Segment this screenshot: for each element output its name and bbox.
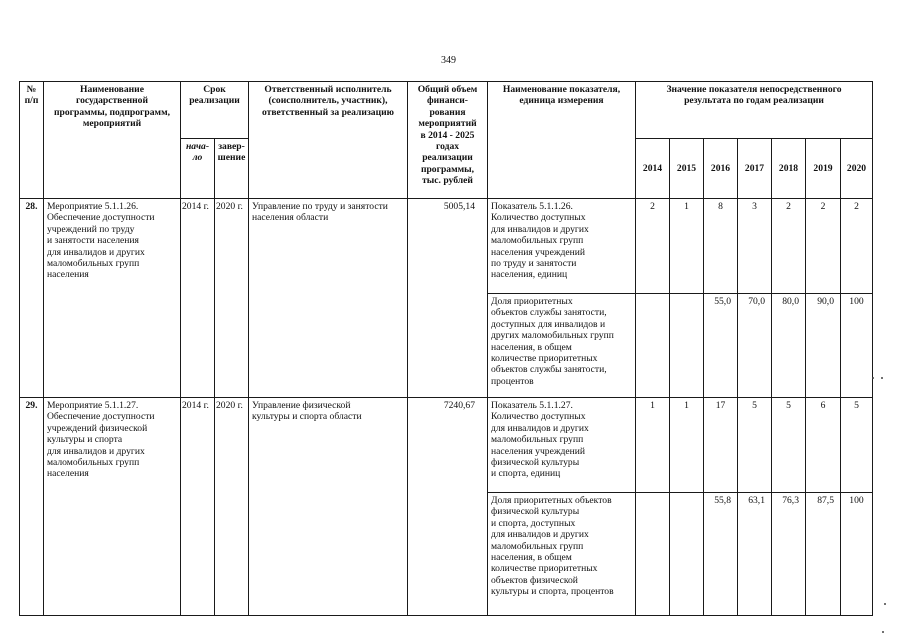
indicator-value: 17 xyxy=(704,398,738,493)
indicator-value: 1 xyxy=(636,398,670,493)
header-values: Значение показателя непосредственного результата по годам реализации xyxy=(636,82,873,139)
indicator-value: 5 xyxy=(772,398,806,493)
indicator-name: Показатель 5.1.1.26. Количество доступных для инвалидов и других маломобильных групп населения учреждений по труду и занятости населения, единиц xyxy=(488,199,636,294)
indicator-value xyxy=(636,493,670,616)
indicator-value: 1 xyxy=(670,199,704,294)
indicator-value: 8 xyxy=(704,199,738,294)
header-end: завер- шение xyxy=(215,139,249,199)
table-row xyxy=(20,398,873,493)
activity-name: Мероприятие 5.1.1.27. Обеспечение доступности учреждений физической культуры и спорта для инвалидов и других маломобильных групп населения xyxy=(44,398,181,616)
header-term: Срок реализации xyxy=(181,82,249,139)
scan-speck xyxy=(884,603,886,605)
indicator-name: Доля приоритетных объектов службы занятости, доступных для инвалидов и других маломобильных групп населения, в общем количестве приоритетных объектов службы занятости, процентов xyxy=(488,294,636,398)
indicator-value xyxy=(636,294,670,398)
header-funding-volume: Общий объем финанси- рования мероприятий в 2014 - 2025 годах реализации программы, тыс. рублей xyxy=(408,82,488,199)
indicator-value: 70,0 xyxy=(738,294,772,398)
indicator-value xyxy=(670,294,704,398)
table-row xyxy=(20,199,873,294)
indicator-value: 2 xyxy=(636,199,670,294)
header-year: 2018 xyxy=(772,139,806,199)
indicator-value: 2 xyxy=(806,199,841,294)
funding-volume: 7240,67 xyxy=(408,398,488,616)
executor: Управление физической культуры и спорта области xyxy=(249,398,408,616)
scan-speck xyxy=(882,631,884,633)
scan-speck xyxy=(872,377,874,379)
indicator-name: Показатель 5.1.1.27. Количество доступных для инвалидов и других маломобильных групп населения учреждений физической культуры и спорта, единиц xyxy=(488,398,636,493)
header-year: 2020 xyxy=(841,139,873,199)
header-executor: Ответственный исполнитель (соисполнитель, участник), ответственный за реализацию xyxy=(249,82,408,199)
executor: Управление по труду и занятости населения области xyxy=(249,199,408,398)
indicator-value: 1 xyxy=(670,398,704,493)
header-year: 2014 xyxy=(636,139,670,199)
header-year: 2016 xyxy=(704,139,738,199)
row-number: 29. xyxy=(20,398,44,616)
end-year: 2020 г. xyxy=(215,199,249,398)
funding-volume: 5005,14 xyxy=(408,199,488,398)
indicator-value: 55,0 xyxy=(704,294,738,398)
start-year: 2014 г. xyxy=(181,398,215,616)
end-year: 2020 г. xyxy=(215,398,249,616)
activity-name: Мероприятие 5.1.1.26. Обеспечение доступности учреждений по труду и занятости населения для инвалидов и других маломобильных групп населения xyxy=(44,199,181,398)
page-number: 349 xyxy=(441,55,456,66)
row-number: 28. xyxy=(20,199,44,398)
header-year: 2017 xyxy=(738,139,772,199)
indicator-value: 100 xyxy=(841,294,873,398)
indicator-value: 5 xyxy=(841,398,873,493)
header-number: № п/п xyxy=(20,82,44,199)
indicator-value: 76,3 xyxy=(772,493,806,616)
scan-speck xyxy=(881,377,883,379)
indicator-name: Доля приоритетных объектов физической культуры и спорта, доступных для инвалидов и других маломобильных групп населения, в общем количестве приоритетных объектов физической культуры и спорта, процентов xyxy=(488,493,636,616)
start-year: 2014 г. xyxy=(181,199,215,398)
indicator-value: 90,0 xyxy=(806,294,841,398)
indicator-value: 55,8 xyxy=(704,493,738,616)
indicator-value: 2 xyxy=(772,199,806,294)
indicator-value: 5 xyxy=(738,398,772,493)
indicator-value: 3 xyxy=(738,199,772,294)
program-table xyxy=(19,81,873,616)
header-indicator: Наименование показателя, единица измерения xyxy=(488,82,636,199)
indicator-value: 87,5 xyxy=(806,493,841,616)
indicator-value: 63,1 xyxy=(738,493,772,616)
indicator-value: 2 xyxy=(841,199,873,294)
header-year: 2019 xyxy=(806,139,841,199)
header-start: нача- ло xyxy=(181,139,215,199)
indicator-value: 100 xyxy=(841,493,873,616)
header-program-name: Наименование государственной программы, подпрограмм, мероприятий xyxy=(44,82,181,199)
indicator-value: 80,0 xyxy=(772,294,806,398)
indicator-value: 6 xyxy=(806,398,841,493)
header-year: 2015 xyxy=(670,139,704,199)
indicator-value xyxy=(670,493,704,616)
